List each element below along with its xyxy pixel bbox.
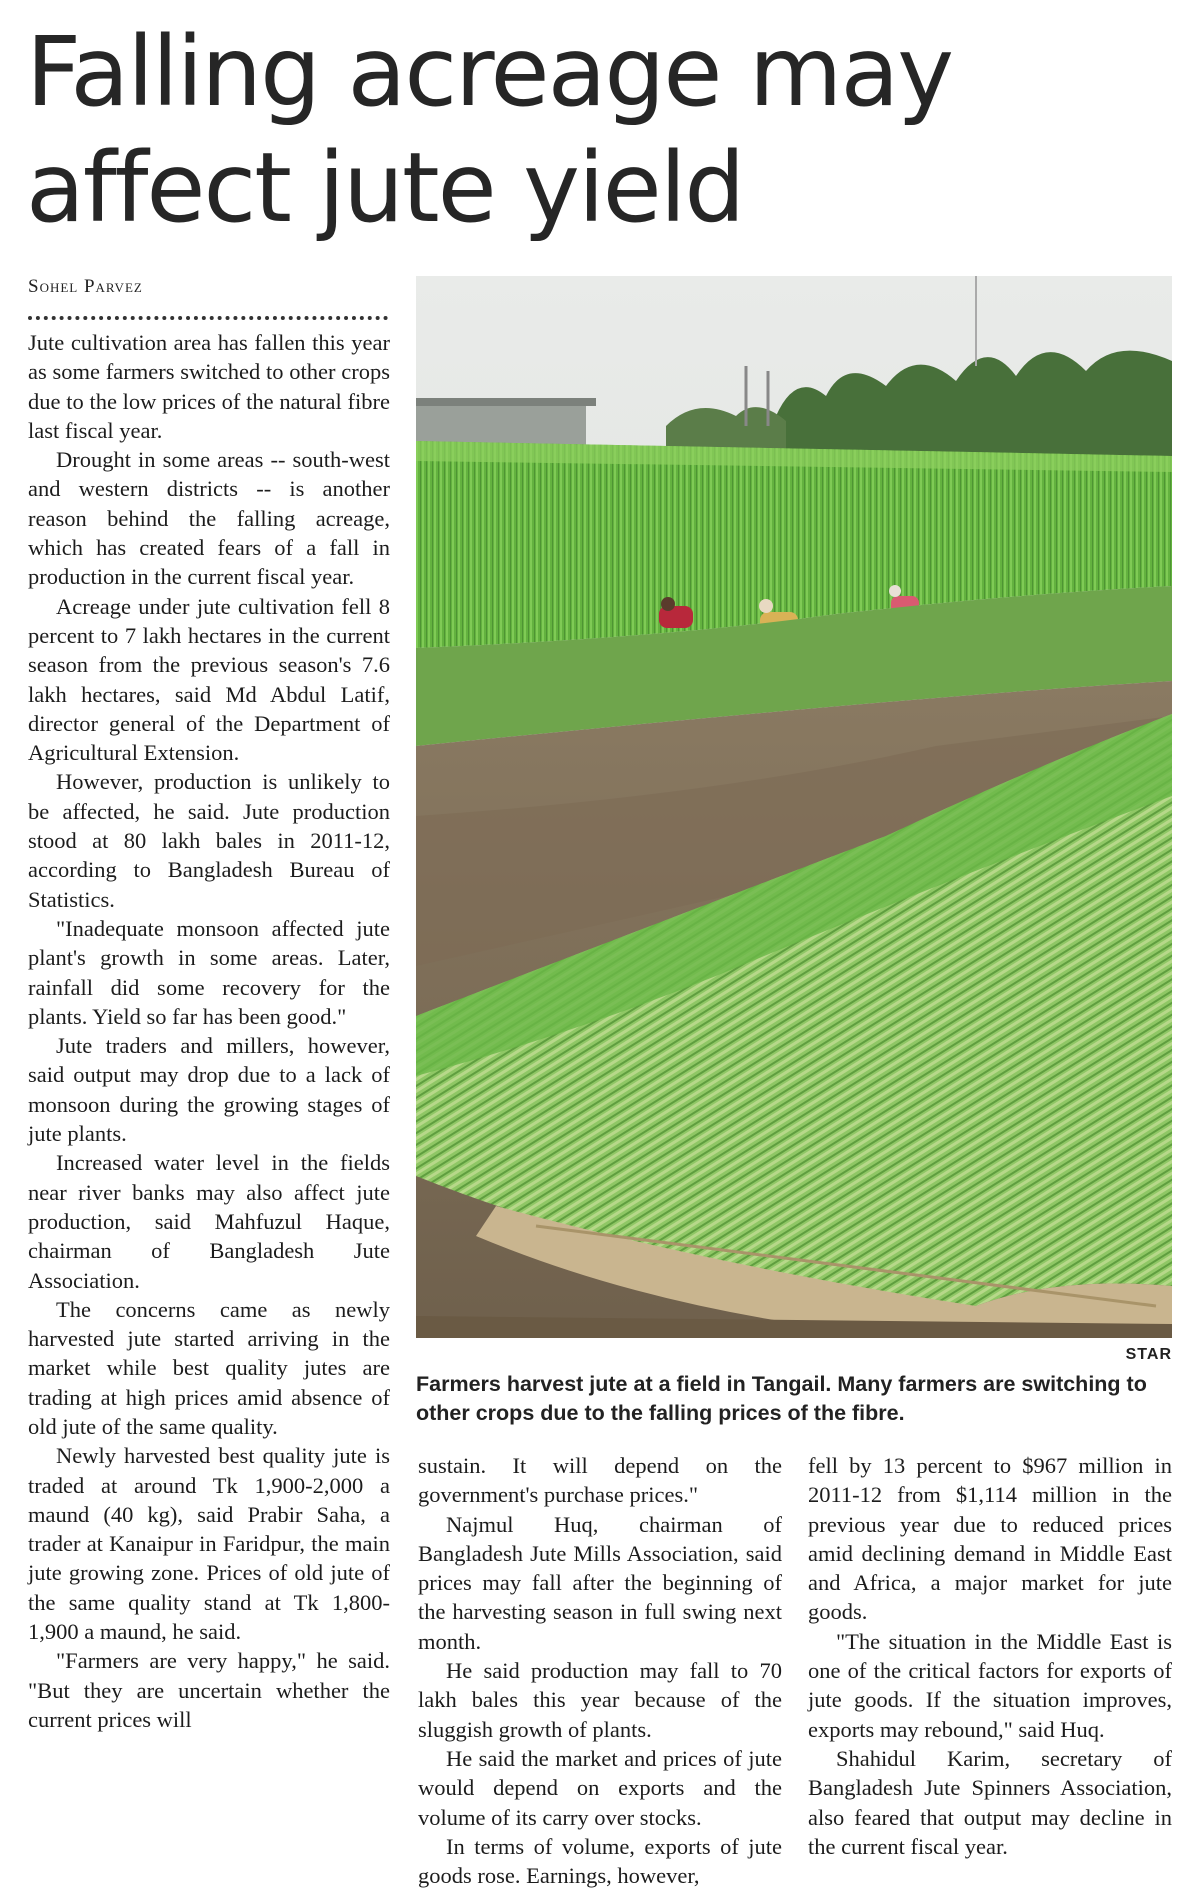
paragraph: Newly harvested best quality jute is traded at around Tk 1,900-2,000 a maund (40 kg), said Prabir Saha, a trader at Kanaipur in Faridpur, the main jute growing zone. Prices of old jute of the same quality stand at Tk 1,800-1,900 a maund, he said. xyxy=(28,1443,390,1645)
paragraph: However, production is unlikely to be affected, he said. Jute production stood at 80 lakh bales in 2011-12, according to Bangladesh Bureau of Statistics. xyxy=(28,769,390,912)
article-column-3 xyxy=(808,1451,1172,1861)
paragraph: fell by 13 percent to $967 million in 2011-12 from $1,114 million in the previous year due to reduced prices amid declining demand in Middle East and Africa, a major market for jute goods. xyxy=(808,1453,1172,1625)
photo-credit: STAR xyxy=(1125,1346,1172,1363)
headline-line-1: Falling acreage may xyxy=(26,16,953,128)
paragraph: In terms of volume, exports of jute goods rose. Earnings, however, xyxy=(418,1833,782,1889)
paragraph: Jute traders and millers, however, said output may drop due to a lack of monsoon during the growing stages of jute plants. xyxy=(28,1033,390,1147)
paragraph: Najmul Huq, chairman of Bangladesh Jute Mills Association, said prices may fall after the beginning of the harvesting season in full swing next month. xyxy=(418,1511,782,1654)
article-column-2 xyxy=(418,1451,782,1890)
byline: Sohel Parvez xyxy=(28,276,143,297)
paragraph: He said the market and prices of jute would depend on exports and the volume of its carry over stocks. xyxy=(418,1745,782,1830)
paragraph: Drought in some areas -- south-west and western districts -- is another reason behind the falling acreage, which has created fears of a fall in production in the current fiscal year. xyxy=(28,447,390,590)
article-column-1 xyxy=(28,328,390,1734)
paragraph: "Farmers are very happy," he said. "But they are uncertain whether the current prices will xyxy=(28,1648,390,1732)
paragraph: Acreage under jute cultivation fell 8 percent to 7 lakh hectares in the current season from the previous season's 7.6 lakh hectares, said Md Abdul Latif, director general of the Department of Agricultural Extension. xyxy=(28,593,390,766)
headline xyxy=(26,14,1166,246)
photo-caption: Farmers harvest jute at a field in Tangail. Many farmers are switching to other crops due to the falling prices of the fibre. xyxy=(416,1372,1147,1425)
paragraph: Shahidul Karim, secretary of Bangladesh Jute Spinners Association, also feared that output may decline in the current fiscal year. xyxy=(808,1745,1172,1859)
headline-line-2: affect jute yield xyxy=(26,132,744,244)
paragraph: He said production may fall to 70 lakh bales this year because of the sluggish growth of plants. xyxy=(418,1658,782,1742)
byline-divider xyxy=(28,316,388,320)
paragraph: "The situation in the Middle East is one of the critical factors for exports of jute goods. If the situation improves, exports may rebound," said Huq. xyxy=(808,1628,1172,1742)
paragraph: sustain. It will depend on the government's purchase prices." xyxy=(418,1453,782,1508)
paragraph: Increased water level in the fields near river banks may also affect jute production, said Mahfuzul Haque, chairman of Bangladesh Jute Association. xyxy=(28,1150,390,1293)
paragraph: The concerns came as newly harvested jute started arriving in the market while best quality jutes are trading at high prices amid absence of old jute of the same quality. xyxy=(28,1296,390,1439)
jute-field-photo xyxy=(416,276,1172,1338)
paragraph: "Inadequate monsoon affected jute plant's growth in some areas. Later, rainfall did some recovery for the plants. Yield so far has been good." xyxy=(28,915,390,1029)
paragraph: Jute cultivation area has fallen this year as some farmers switched to other crops due to the low prices of the natural fibre last fiscal year. xyxy=(28,330,390,443)
